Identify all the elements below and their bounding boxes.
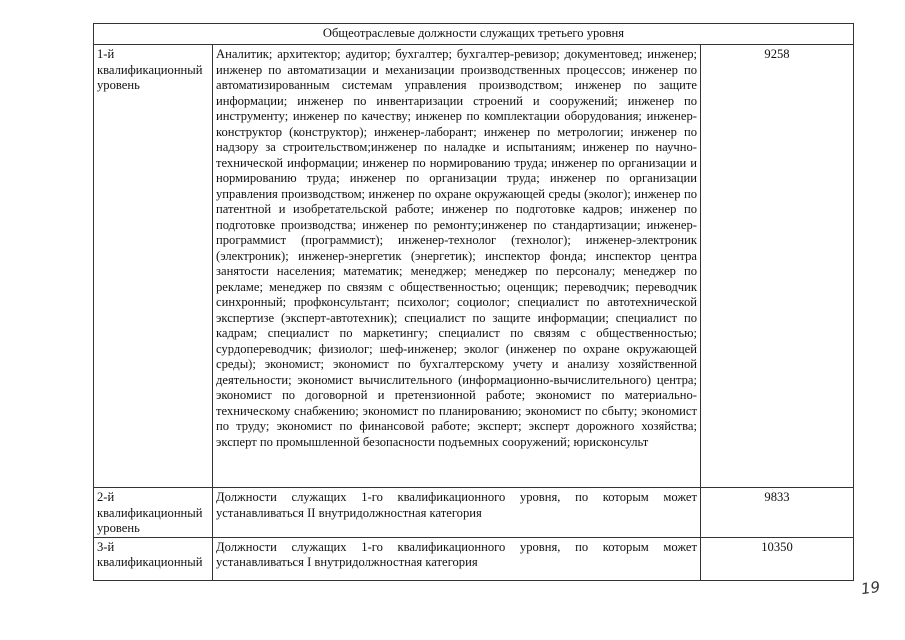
qualification-level: 3-й квалификационный <box>94 537 213 580</box>
salary-value: 9833 <box>701 488 854 538</box>
positions-list: Должности служащих 1-го квалификационного уровня, по которым может устанавливаться I внутридолжностная категория <box>213 537 701 580</box>
salary-value: 9258 <box>701 45 854 488</box>
positions-list: Должности служащих 1-го квалификационного уровня, по которым может устанавливаться II внутридолжностная категория <box>213 488 701 538</box>
positions-list: Аналитик; архитектор; аудитор; бухгалтер; бухгалтер-ревизор; документовед; инженер; инженер по автоматизации и механизации производственных процессов; инженер по автоматизированным системам управления производством; инженер по защите информации; инженер по инвентаризации строений и сооружений; инженер по инструменту; инженер по качеству; инженер по комплектации оборудования; инженер-конструктор (конструктор); инженер-лаборант; инженер по метрологии; инженер по надзору за строительством;инженер по наладке и испытаниям; инженер по научно-технической информации; инженер по нормированию труда; инженер по организации и нормированию труда; инженер по организации труда; инженер по организации управления производством; инженер по охране окружающей среды (эколог); инженер по патентной и изобретательской работе; инженер по подготовке кадров; инженер по подготовке производства; инженер по ремонту;инженер по стандартизации; инженер-программист (программист); инженер-технолог (технолог); инженер-электроник (электроник); инженер-энергетик (энергетик); инспектор фонда; инспектор центра занятости населения; математик; менеджер; менеджер по персоналу; менеджер по рекламе; менеджер по связям с общественностью; оценщик; переводчик; переводчик синхронный; профконсультант; психолог; социолог; специалист по автотехнической экспертизе (эксперт-автотехник); специалист по защите информации; специалист по кадрам; специалист по маркетингу; специалист по связям с общественностью; сурдопереводчик; физиолог; шеф-инженер; эколог (инженер по охране окружающей среды); экономист; экономист по бухгалтерскому учету и анализу хозяйственной деятельности; экономист вычислительного (информационно-вычислительного) центра; экономист по договорной и претензионной работе; экономист по материально-техническому снабжению; экономист по планированию; экономист по сбыту; экономист по труду; экономист по финансовой работе; эксперт; эксперт дорожного хозяйства; эксперт по промышленной безопасности подъемных сооружений; юрисконсульт <box>213 45 701 488</box>
qualification-level: 1-й квалификационный уровень <box>94 45 213 488</box>
page-number: 19 <box>859 577 882 599</box>
qualification-level: 2-й квалификационный уровень <box>94 488 213 538</box>
table-row <box>94 537 854 580</box>
positions-table <box>93 23 854 581</box>
table-header: Общеотраслевые должности служащих третьего уровня <box>94 24 854 45</box>
salary-value: 10350 <box>701 537 854 580</box>
table-row <box>94 488 854 538</box>
table-header-row <box>94 24 854 45</box>
table-row <box>94 45 854 488</box>
